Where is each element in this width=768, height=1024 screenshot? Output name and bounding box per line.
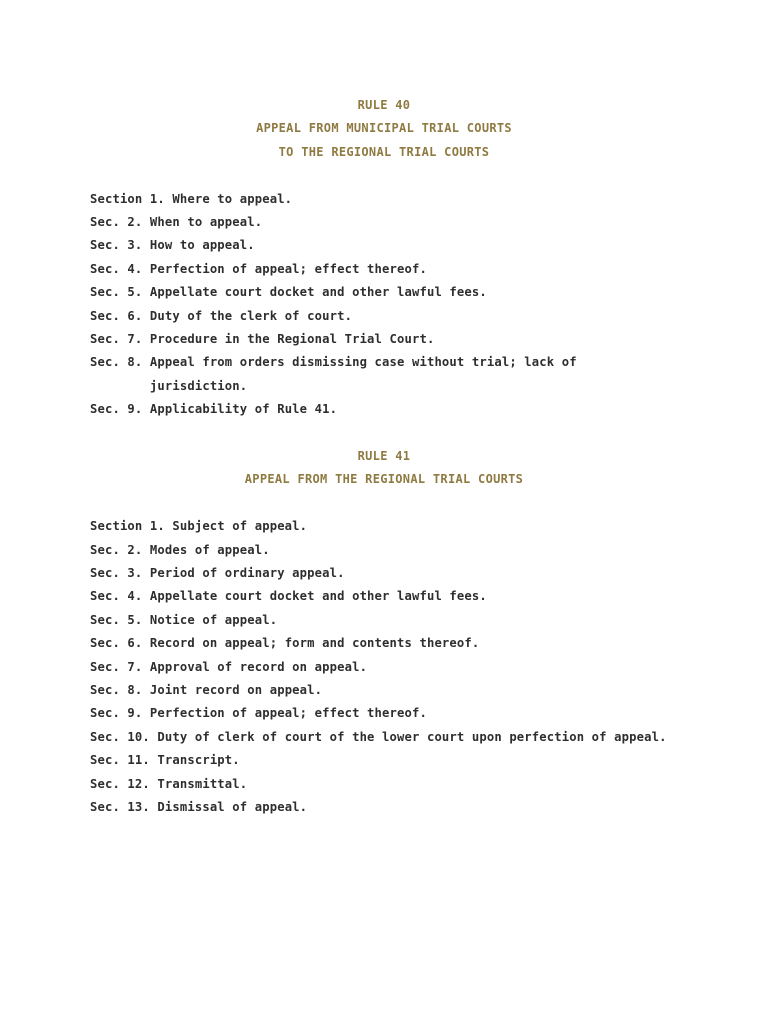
section-item [90, 234, 768, 257]
section-item [90, 632, 768, 655]
section-title: Record on appeal; form and contents thereof. [149, 636, 480, 651]
section-title: Modes of appeal. [149, 542, 270, 557]
section-item [90, 562, 768, 585]
section-title: Appellate court docket and other lawful fees. [149, 589, 487, 604]
section-title: Notice of appeal. [149, 612, 278, 627]
section-number: Sec. 5. [90, 612, 143, 627]
section-item [90, 679, 768, 702]
section-number: Sec. 5. [90, 285, 143, 300]
section-title: When to appeal. [149, 214, 263, 229]
section-item [90, 211, 768, 234]
section-item [90, 305, 768, 328]
section-number: Sec. 7. [90, 659, 143, 674]
section-item [90, 398, 768, 421]
section-number: Sec. 6. [90, 308, 143, 323]
rule-heading-line: TO THE REGIONAL TRIAL COURTS [278, 144, 490, 159]
section-title: Transcript. [157, 753, 240, 768]
section-title: Joint record on appeal. [149, 683, 323, 698]
section-item [90, 188, 768, 211]
section-number: Sec. 3. [90, 566, 143, 580]
section-title: Perfection of appeal; effect thereof. [149, 261, 427, 276]
section-title: Duty of the clerk of court. [149, 308, 353, 323]
section-number: Sec. 9. [90, 706, 143, 721]
section-title: Where to appeal. [172, 191, 293, 206]
section-number: Sec. 10. [90, 729, 150, 744]
section-number: Sec. 8. [90, 683, 143, 698]
section-number: Sec. 2. [90, 542, 143, 557]
section-number: Sec. 2. [90, 214, 143, 229]
rule-label: RULE 40 [357, 98, 411, 112]
section-number: Section 1. [90, 519, 165, 534]
section-title: Applicability of Rule 41. [149, 402, 338, 417]
rule-heading-line: APPEAL FROM MUNICIPAL TRIAL COURTS [256, 121, 512, 136]
section-item [90, 539, 768, 562]
section-title: Duty of clerk of court of the lower court upon perfection of appeal. [157, 729, 667, 744]
section-item [90, 702, 768, 725]
section-item [90, 281, 768, 304]
section-item [90, 749, 768, 772]
section-number: Sec. 8. [90, 355, 143, 370]
rule-40-block [0, 94, 768, 422]
section-item [90, 773, 768, 796]
section-item [90, 258, 768, 281]
section-title: How to appeal. [149, 238, 255, 253]
section-title: Appeal from orders dismissing case without trial; lack of jurisdiction. [149, 355, 577, 393]
rule-heading-line: APPEAL FROM THE REGIONAL TRIAL COURTS [244, 472, 524, 487]
section-item [90, 351, 768, 398]
section-number: Sec. 4. [90, 589, 143, 604]
section-number: Sec. 7. [90, 332, 143, 346]
section-title: Appellate court docket and other lawful fees. [149, 285, 487, 300]
section-item [90, 656, 768, 679]
spacer [0, 164, 768, 187]
section-number: Sec. 12. [90, 776, 150, 791]
section-title: Dismissal of appeal. [157, 800, 308, 815]
section-number: Sec. 3. [90, 238, 143, 253]
section-title: Approval of record on appeal. [149, 659, 368, 674]
rule-41-block [0, 445, 768, 819]
section-title: Period of ordinary appeal. [149, 566, 345, 580]
section-item [90, 609, 768, 632]
section-list [0, 515, 768, 819]
section-title: Subject of appeal. [172, 519, 308, 534]
section-number: Sec. 6. [90, 636, 143, 651]
section-list [0, 188, 768, 422]
section-title: Perfection of appeal; effect thereof. [149, 706, 427, 721]
section-number: Section 1. [90, 191, 165, 206]
section-item [90, 796, 768, 819]
section-number: Sec. 13. [90, 800, 150, 815]
section-item [90, 726, 768, 749]
section-number: Sec. 4. [90, 261, 143, 276]
section-title: Transmittal. [157, 776, 248, 791]
section-item [90, 328, 768, 351]
spacer [0, 422, 768, 445]
section-number: Sec. 11. [90, 753, 150, 768]
section-item [90, 515, 768, 538]
section-item [90, 585, 768, 608]
rule-label: RULE 41 [357, 449, 411, 464]
document-page [0, 94, 768, 819]
section-number: Sec. 9. [90, 402, 143, 417]
spacer [0, 492, 768, 515]
section-title: Procedure in the Regional Trial Court. [149, 332, 435, 346]
